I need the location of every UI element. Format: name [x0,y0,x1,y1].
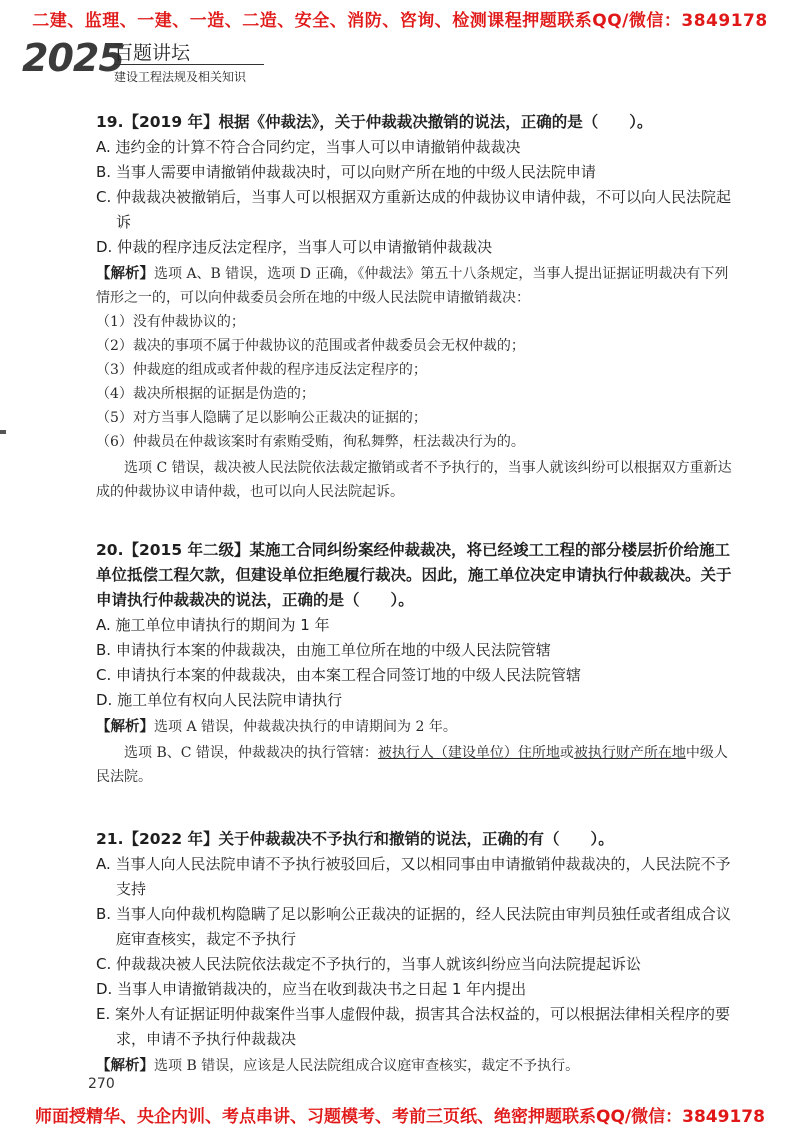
reason-item: （6）仲裁员在仲裁该案时有索贿受贿，徇私舞弊，枉法裁决行为的。 [96,434,525,450]
header-series-title: 百题讲坛 [114,42,191,64]
option-c: C. 申请执行本案的仲裁裁决，由本案工程合同签订地的中级人民法院管辖 [96,666,582,684]
option-c: C. 仲裁裁决被人民法院依法裁定不予执行的，当事人就该纠纷应当向法院提起诉讼 [96,955,642,973]
analysis [96,1054,736,1078]
top-promo-banner: 二建、监理、一建、一造、二造、安全、消防、咨询、检测课程押题联系QQ/微信：3849178 [32,11,768,31]
option-a: A. 施工单位申请执行的期间为 1 年 [96,616,330,634]
option-b: B. 申请执行本案的仲裁裁决，由施工单位所在地的中级人民法院管辖 [96,641,551,659]
question-20 [96,538,736,789]
reason-item: （2）裁决的事项不属于仲裁协议的范围或者仲裁委员会无权仲裁的； [96,338,525,354]
book-header [22,36,252,82]
option-d: D. 施工单位有权向人民法院申请执行 [96,691,343,709]
analysis-extra: 选项 C 错误，裁决被人民法院依法裁定撤销或者不予执行的，当事人就该纠纷可以根据双方重新达成的仲裁协议申请仲裁，也可以向人民法院起诉。 [96,460,732,500]
analysis-first: 选项 A 错误，仲裁裁决执行的申请期间为 2 年。 [154,719,457,735]
bottom-promo-banner: 师面授精华、央企内训、考点串讲、习题模考、考前三页纸、绝密押题联系QQ/微信：3849178 [35,1107,765,1127]
question-stem: 20.【2015 年二级】某施工合同纠纷案经仲裁裁决，将已经竣工工程的部分楼层折价给施工单位抵偿工程欠款，但建设单位拒绝履行裁决。因此，施工单位决定申请执行仲裁裁决。关于申请执行仲裁裁决的说法，正确的是（ ）。 [96,541,732,609]
underlined-property-location: 被执行财产所在地 [573,745,686,761]
reason-item: （4）裁决所根据的证据是伪造的； [96,386,315,402]
analysis-second-suffix: 中级人民法院。 [96,745,728,785]
header-divider [114,64,264,65]
option-b: B. 当事人向仲裁机构隐瞒了足以影响公正裁决的证据的，经人民法院由审判员独任或者组成合议庭审查核实，裁定不予执行 [96,905,731,948]
option-b: B. 当事人需要申请撤销仲裁裁决时，可以向财产所在地的中级人民法院申请 [96,163,596,181]
spacer [96,789,736,827]
header-year: 2025 [22,36,124,80]
underlined-domicile: 被执行人（建设单位）住所地 [377,745,560,761]
page-content [96,110,736,1078]
margin-mark [0,430,6,434]
analysis [96,715,736,739]
analysis-second [96,741,736,789]
analysis [96,262,736,310]
reason-item: （3）仲裁庭的组成或者仲裁的程序违反法定程序的； [96,362,427,378]
analysis-intro: 选项 A、B 错误，选项 D 正确，《仲裁法》第五十八条规定，当事人提出证据证明裁决有下列情形之一的，可以向仲裁委员会所在地的中级人民法院申请撤销裁决： [96,266,729,306]
option-a: A. 违约金的计算不符合合同约定，当事人可以申请撤销仲裁裁决 [96,138,521,156]
option-e: E. 案外人有证据证明仲裁案件当事人虚假仲裁，损害其合法权益的，可以根据法律相关程序的要求，申请不予执行仲裁裁决 [96,1005,731,1048]
analysis-second-prefix: 选项 B、C 错误，仲裁裁决的执行管辖： [124,745,378,761]
header-subject: 建设工程法规及相关知识 [114,70,247,84]
spacer [96,504,736,538]
question-21 [96,827,736,1078]
analysis-second-mid: 或 [559,745,574,761]
question-stem: 21.【2022 年】关于仲裁裁决不予执行和撤销的说法，正确的有（ ）。 [96,830,614,848]
option-a: A. 当事人向人民法院申请不予执行被驳回后，又以相同事由申请撤销仲裁裁决的，人民法院不予支持 [96,855,731,898]
option-d: D. 当事人申请撤销裁决的，应当在收到裁决书之日起 1 年内提出 [96,980,527,998]
analysis-tag: 【解析】 [96,266,154,282]
question-19 [96,110,736,504]
page-number: 270 [88,1076,115,1092]
reason-item: （1）没有仲裁协议的； [96,314,245,330]
reason-item: （5）对方当事人隐瞒了足以影响公正裁决的证据的； [96,410,427,426]
option-c: C. 仲裁裁决被撤销后，当事人可以根据双方重新达成的仲裁协议申请仲裁，不可以向人民法院起诉 [96,188,732,231]
analysis-text: 选项 B 错误，应该是人民法院组成合议庭审查核实，裁定不予执行。 [154,1058,580,1074]
analysis-tag: 【解析】 [96,719,154,735]
question-stem: 19.【2019 年】根据《仲裁法》，关于仲裁裁决撤销的说法，正确的是（ ）。 [96,113,653,131]
analysis-tag: 【解析】 [96,1058,154,1074]
option-d: D. 仲裁的程序违反法定程序，当事人可以申请撤销仲裁裁决 [96,238,493,256]
